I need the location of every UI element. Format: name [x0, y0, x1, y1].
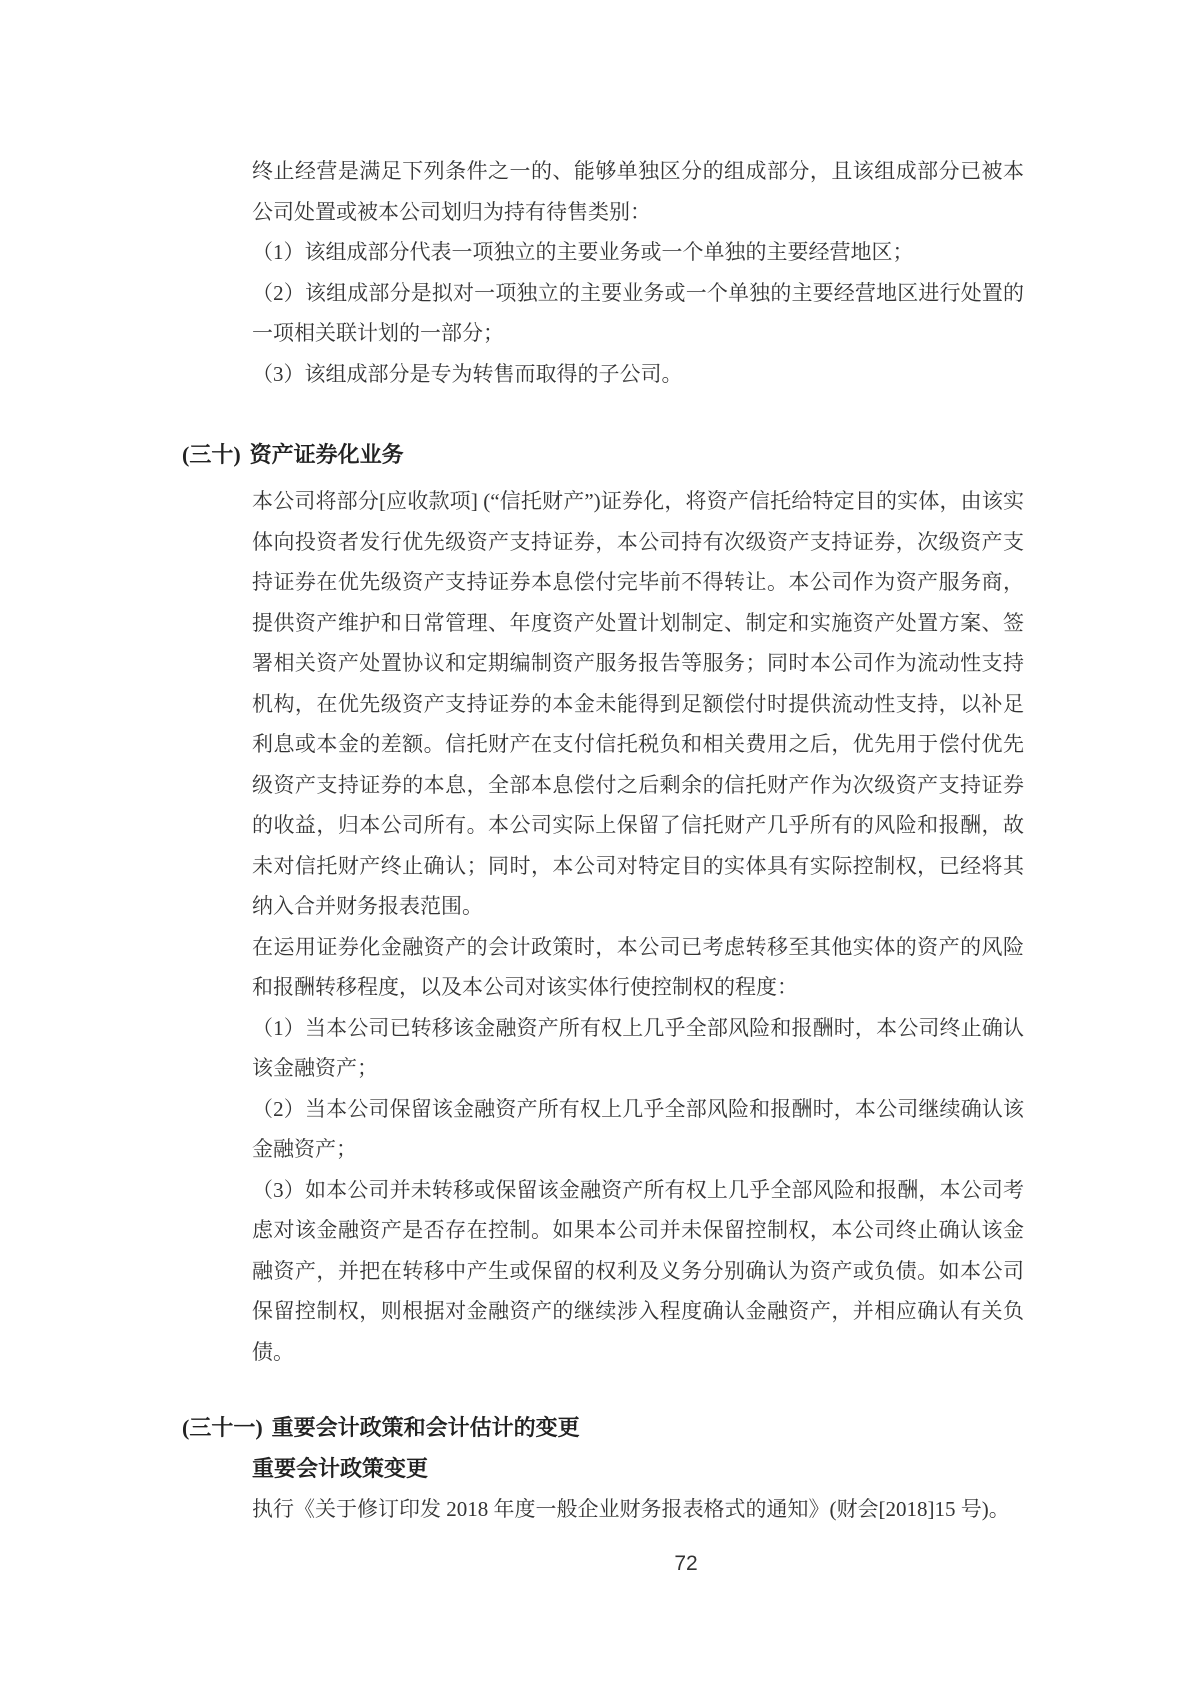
text-line: 金融资产； — [252, 1137, 357, 1161]
discontinued-operations-paragraph — [252, 151, 1024, 394]
text-line: 一项相关联计划的一部分； — [252, 321, 504, 345]
text-line: 执行《关于修订印发 2018 年度一般企业财务报表格式的通知》(财会[2018]15 号)。 — [252, 1497, 1010, 1521]
section-title: 资产证券化业务 — [249, 442, 404, 467]
text-line: 保留控制权，则根据对金融资产的继续涉入程度确认金融资产，并相应确认有关负 — [252, 1299, 1024, 1323]
text-line: 提供资产维护和日常管理、年度资产处置计划制定、制定和实施资产处置方案、签 — [252, 610, 1024, 635]
text-line: 级资产支持证券的本息，全部本息偿付之后剩余的信托财产作为次级资产支持证券 — [252, 772, 1024, 797]
text-line: 持证券在优先级资产支持证券本息偿付完毕前不得转让。本公司作为资产服务商， — [252, 570, 1024, 594]
text-line: 的收益，归本公司所有。本公司实际上保留了信托财产几乎所有的风险和报酬，故 — [252, 813, 1024, 837]
text-line: （2）该组成部分是拟对一项独立的主要业务或一个单独的主要经营地区进行处置的 — [252, 280, 1024, 305]
policy-change-paragraph — [252, 1489, 1024, 1530]
text-line: 虑对该金融资产是否存在控制。如果本公司并未保留控制权，本公司终止确认该金 — [252, 1218, 1024, 1242]
section-number: (三十) — [182, 442, 241, 467]
page-number: 72 — [674, 1552, 698, 1575]
text-line: 债。 — [252, 1339, 294, 1364]
text-line: （1）当本公司已转移该金融资产所有权上几乎全部风险和报酬时，本公司终止确认 — [252, 1015, 1024, 1040]
text-line: 终止经营是满足下列条件之一的、能够单独区分的组成部分，且该组成部分已被本 — [252, 159, 1024, 183]
text-line: 公司处置或被本公司划归为持有待售类别： — [252, 199, 651, 224]
text-line: （2）当本公司保留该金融资产所有权上几乎全部风险和报酬时，本公司继续确认该 — [252, 1096, 1024, 1121]
section-heading-30 — [182, 433, 404, 477]
text-line: 融资产，并把在转移中产生或保留的权利及义务分别确认为资产或负债。如本公司 — [252, 1258, 1024, 1283]
subsection-title: 重要会计政策变更 — [252, 1456, 429, 1481]
text-line: 体向投资者发行优先级资产支持证券，本公司持有次级资产支持证券，次级资产支 — [252, 529, 1024, 554]
text-line: 纳入合并财务报表范围。 — [252, 894, 483, 918]
text-line: 本公司将部分[应收款项] (“信托财产”)证券化，将资产信托给特定目的实体，由该实 — [252, 489, 1024, 513]
text-line: （3）如本公司并未转移或保留该金融资产所有权上几乎全部风险和报酬，本公司考 — [252, 1177, 1024, 1202]
text-line: （3）该组成部分是专为转售而取得的子公司。 — [252, 361, 683, 386]
text-line: 未对信托财产终止确认；同时，本公司对特定目的实体具有实际控制权，已经将其 — [252, 853, 1024, 878]
text-line: （1）该组成部分代表一项独立的主要业务或一个单独的主要经营地区； — [252, 240, 914, 264]
text-line: 在运用证券化金融资产的会计政策时，本公司已考虑转移至其他实体的资产的风险 — [252, 934, 1024, 959]
text-line: 利息或本金的差额。信托财产在支付信托税负和相关费用之后，优先用于偿付优先 — [252, 732, 1024, 756]
section-number: (三十一) — [182, 1415, 263, 1440]
section-title: 重要会计政策和会计估计的变更 — [271, 1415, 580, 1440]
section-heading-31 — [182, 1406, 580, 1450]
text-line: 机构，在优先级资产支持证券的本金未能得到足额偿付时提供流动性支持，以补足 — [252, 691, 1024, 716]
text-line: 该金融资产； — [252, 1056, 378, 1080]
asset-securitization-paragraph — [252, 481, 1024, 1372]
text-line: 和报酬转移程度，以及本公司对该实体行使控制权的程度： — [252, 975, 798, 999]
text-line: 署相关资产处置协议和定期编制资产服务报告等服务；同时本公司作为流动性支持 — [252, 651, 1024, 675]
